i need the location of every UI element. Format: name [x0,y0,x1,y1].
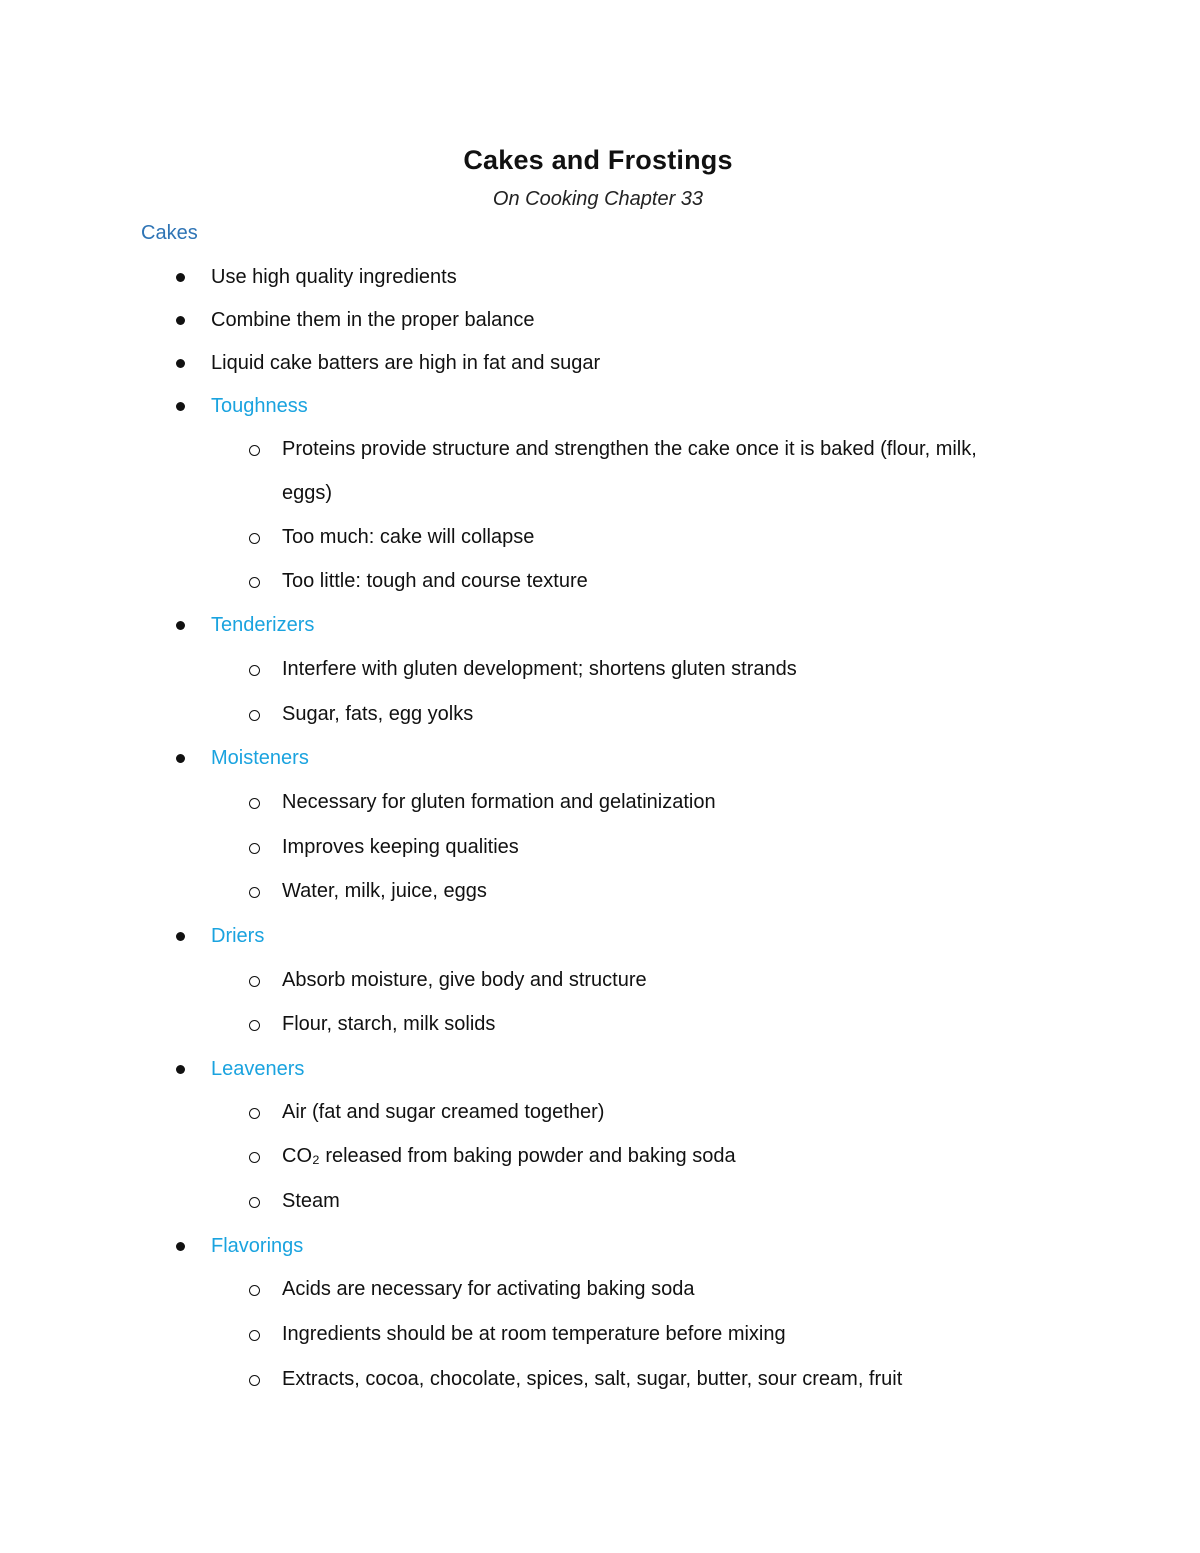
list-item: eggs) [282,482,333,504]
bullet-dot-icon [176,316,185,325]
list-item: Necessary for gluten formation and gelatinization [282,791,716,813]
list-item: Too much: cake will collapse [282,526,535,548]
bullet-circle-icon [249,1330,260,1341]
bullet-dot-icon [176,1065,185,1074]
list-item: Ingredients should be at room temperature before mixing [282,1323,786,1345]
bullet-circle-icon [249,1020,260,1031]
bullet-circle-icon [249,843,260,854]
list-item: Acids are necessary for activating baking soda [282,1278,695,1300]
document-subtitle: On Cooking Chapter 33 [492,188,704,210]
bullet-dot-icon [176,273,185,282]
category-heading: Tenderizers [211,614,315,636]
bullet-circle-icon [249,533,260,544]
category-heading: Flavorings [211,1235,304,1257]
list-item: Combine them in the proper balance [211,309,535,331]
bullet-circle-icon [249,798,260,809]
list-item: CO₂ released from baking powder and baking soda [282,1145,736,1167]
bullet-circle-icon [249,1285,260,1296]
list-item: Steam [282,1190,340,1212]
bullet-circle-icon [249,1197,260,1208]
list-item: Air (fat and sugar creamed together) [282,1101,605,1123]
category-heading: Moisteners [211,747,309,769]
bullet-dot-icon [176,621,185,630]
list-item: Proteins provide structure and strengthen the cake once it is baked (flour, milk, [282,438,977,460]
bullet-dot-icon [176,402,185,411]
category-heading: Toughness [211,395,308,417]
bullet-circle-icon [249,577,260,588]
list-item: Water, milk, juice, eggs [282,880,487,902]
bullet-dot-icon [176,932,185,941]
bullet-circle-icon [249,1108,260,1119]
bullet-dot-icon [176,359,185,368]
bullet-dot-icon [176,1242,185,1251]
list-item: Interfere with gluten development; shortens gluten strands [282,658,797,680]
bullet-circle-icon [249,1375,260,1386]
list-item: Extracts, cocoa, chocolate, spices, salt, sugar, butter, sour cream, fruit [282,1368,903,1390]
list-item: Flour, starch, milk solids [282,1013,496,1035]
category-heading: Driers [211,925,265,947]
list-item: Use high quality ingredients [211,266,457,288]
list-item: Absorb moisture, give body and structure [282,969,647,991]
list-item: Liquid cake batters are high in fat and sugar [211,352,601,374]
bullet-dot-icon [176,754,185,763]
document-title: Cakes and Frostings [463,145,733,175]
bullet-circle-icon [249,887,260,898]
section-heading: Cakes [141,222,198,244]
category-heading: Leaveners [211,1058,305,1080]
bullet-circle-icon [249,665,260,676]
list-item: Too little: tough and course texture [282,570,588,592]
list-item: Improves keeping qualities [282,836,519,858]
bullet-circle-icon [249,1152,260,1163]
list-item: Sugar, fats, egg yolks [282,703,474,725]
bullet-circle-icon [249,976,260,987]
bullet-circle-icon [249,445,260,456]
bullet-circle-icon [249,710,260,721]
